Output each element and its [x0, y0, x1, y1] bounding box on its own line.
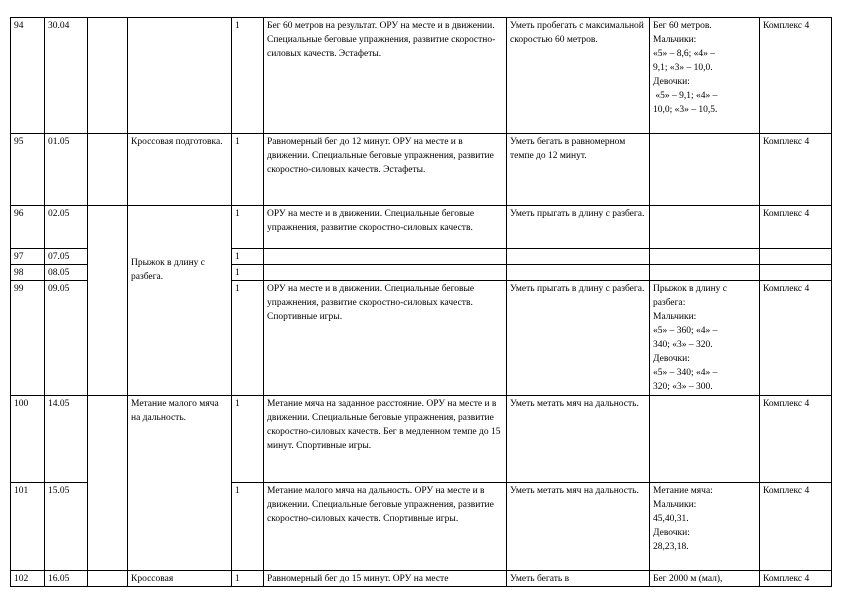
norm-line: «5» – 8,6; «4» –: [653, 49, 716, 59]
lesson-number: 100: [11, 396, 45, 483]
lesson-hours: 1: [232, 281, 264, 396]
lesson-number: 98: [11, 265, 45, 281]
lesson-theme-merged: Прыжок в длину с разбега.: [128, 206, 232, 396]
table-row: [11, 134, 832, 206]
norm-line: Прыжок в длину с: [653, 284, 728, 294]
table-row: [11, 396, 832, 483]
lesson-hours: 1: [232, 249, 264, 265]
lesson-number: 99: [11, 281, 45, 396]
norm-line: Девочки:: [653, 528, 690, 538]
table-row: [11, 18, 832, 134]
lesson-norms: [650, 281, 760, 396]
lesson-number: 95: [11, 134, 45, 206]
lesson-content: [264, 265, 507, 281]
lesson-hours: 1: [232, 265, 264, 281]
lesson-complex: Комплекс 4: [760, 206, 832, 249]
norm-line: 340; «3» – 320.: [653, 340, 713, 350]
lesson-plan-table: [10, 17, 832, 587]
lesson-skills: Уметь прыгать в длину с разбега.: [507, 281, 650, 396]
lesson-skills: Уметь метать мяч на дальность.: [507, 483, 650, 571]
empty-cell: [88, 571, 128, 587]
lesson-norms: [650, 134, 760, 206]
lesson-norms: Бег 2000 м (мал),: [650, 571, 760, 587]
norm-line: Мальчики:: [653, 312, 697, 322]
norm-line: 320; «3» – 300.: [653, 382, 713, 392]
lesson-theme-merged: Метание малого мяча на дальность.: [128, 396, 232, 571]
norm-line: Метание мяча:: [653, 486, 713, 496]
empty-cell: [88, 134, 128, 206]
lesson-complex: Комплекс 4: [760, 571, 832, 587]
lesson-date: 08.05: [45, 265, 88, 281]
lesson-number: 101: [11, 483, 45, 571]
lesson-date: 30.04: [45, 18, 88, 134]
lesson-skills: [507, 265, 650, 281]
lesson-theme: Кроссовая: [128, 571, 232, 587]
lesson-complex: Комплекс 4: [760, 483, 832, 571]
lesson-hours: 1: [232, 396, 264, 483]
lesson-content: Равномерный бег до 12 минут. ОРУ на месте и в движении. Специальные беговые упражнения, развитие скоростно-силовых качеств. Эстафеты.: [264, 134, 507, 206]
lesson-content: ОРУ на месте и в движении. Специальные беговые упражнения, развитие скоростно-силовых качеств.: [264, 206, 507, 249]
lesson-skills: Уметь бегать в: [507, 571, 650, 587]
lesson-hours: 1: [232, 18, 264, 134]
norm-line: «5» – 9,1; «4» –: [653, 91, 718, 101]
lesson-date: 15.05: [45, 483, 88, 571]
empty-cell: [88, 206, 128, 396]
lesson-norms: [650, 483, 760, 571]
lesson-hours: 1: [232, 134, 264, 206]
norm-line: Мальчики:: [653, 500, 697, 510]
table-row: [11, 571, 832, 587]
lesson-content: ОРУ на месте и в движении. Специальные беговые упражнения, развитие скоростно-силовых качеств. Спортивные игры.: [264, 281, 507, 396]
lesson-skills: Уметь бегать в равномерном темпе до 12 минут.: [507, 134, 650, 206]
lesson-date: 02.05: [45, 206, 88, 249]
lesson-norms: [650, 206, 760, 249]
lesson-complex: [760, 249, 832, 265]
lesson-content: [264, 249, 507, 265]
lesson-date: 07.05: [45, 249, 88, 265]
lesson-number: 97: [11, 249, 45, 265]
lesson-skills: Уметь пробегать с максимальной скоростью 60 метров.: [507, 18, 650, 134]
norm-line: «5» – 360; «4» –: [653, 326, 718, 336]
lesson-date: 01.05: [45, 134, 88, 206]
lesson-complex: [760, 265, 832, 281]
lesson-skills: Уметь прыгать в длину с разбега.: [507, 206, 650, 249]
norm-line: разбега:: [653, 298, 686, 308]
lesson-theme: [128, 18, 232, 134]
lesson-content: Метание мяча на заданное расстояние. ОРУ на месте и в движении. Специальные беговые упражнения, развитие скоростно-силовых качеств. Бег в медленном темпе до 15 минут. Спортивные игры.: [264, 396, 507, 483]
norm-line: 9,1; «3» – 10,0.: [653, 63, 713, 73]
norm-line: 45,40,31.: [653, 514, 689, 524]
lesson-number: 94: [11, 18, 45, 134]
lesson-skills: Уметь метать мяч на дальность.: [507, 396, 650, 483]
table-row: [11, 206, 832, 249]
empty-cell: [88, 396, 128, 571]
norm-line: 28,23,18.: [653, 542, 689, 552]
lesson-number: 102: [11, 571, 45, 587]
lesson-theme: Кроссовая подготовка.: [128, 134, 232, 206]
norm-line: Девочки:: [653, 77, 690, 87]
empty-cell: [88, 18, 128, 134]
norm-line: Девочки:: [653, 354, 690, 364]
lesson-hours: 1: [232, 483, 264, 571]
lesson-norms: [650, 396, 760, 483]
norm-line: Мальчики:: [653, 35, 697, 45]
lesson-complex: Комплекс 4: [760, 18, 832, 134]
lesson-hours: 1: [232, 206, 264, 249]
lesson-skills: [507, 249, 650, 265]
lesson-norms: [650, 265, 760, 281]
lesson-content: Равномерный бег до 15 минут. ОРУ на месте: [264, 571, 507, 587]
norm-line: 10,0; «3» – 10,5.: [653, 105, 718, 115]
lesson-content: Бег 60 метров на результат. ОРУ на месте и в движении. Специальные беговые упражнения, развитие скоростно-силовых качеств. Эстафеты.: [264, 18, 507, 134]
lesson-date: 09.05: [45, 281, 88, 396]
lesson-complex: Комплекс 4: [760, 134, 832, 206]
lesson-content: Метание малого мяча на дальность. ОРУ на месте и в движении. Специальные беговые упражнения, развитие скоростно-силовых качеств. Спортивные игры.: [264, 483, 507, 571]
lesson-number: 96: [11, 206, 45, 249]
lesson-complex: Комплекс 4: [760, 281, 832, 396]
lesson-date: 16.05: [45, 571, 88, 587]
norm-line: «5» – 340; «4» –: [653, 368, 718, 378]
lesson-date: 14.05: [45, 396, 88, 483]
lesson-complex: Комплекс 4: [760, 396, 832, 483]
lesson-norms: [650, 249, 760, 265]
norm-line: Бег 60 метров.: [653, 21, 712, 31]
lesson-hours: 1: [232, 571, 264, 587]
lesson-norms: [650, 18, 760, 134]
